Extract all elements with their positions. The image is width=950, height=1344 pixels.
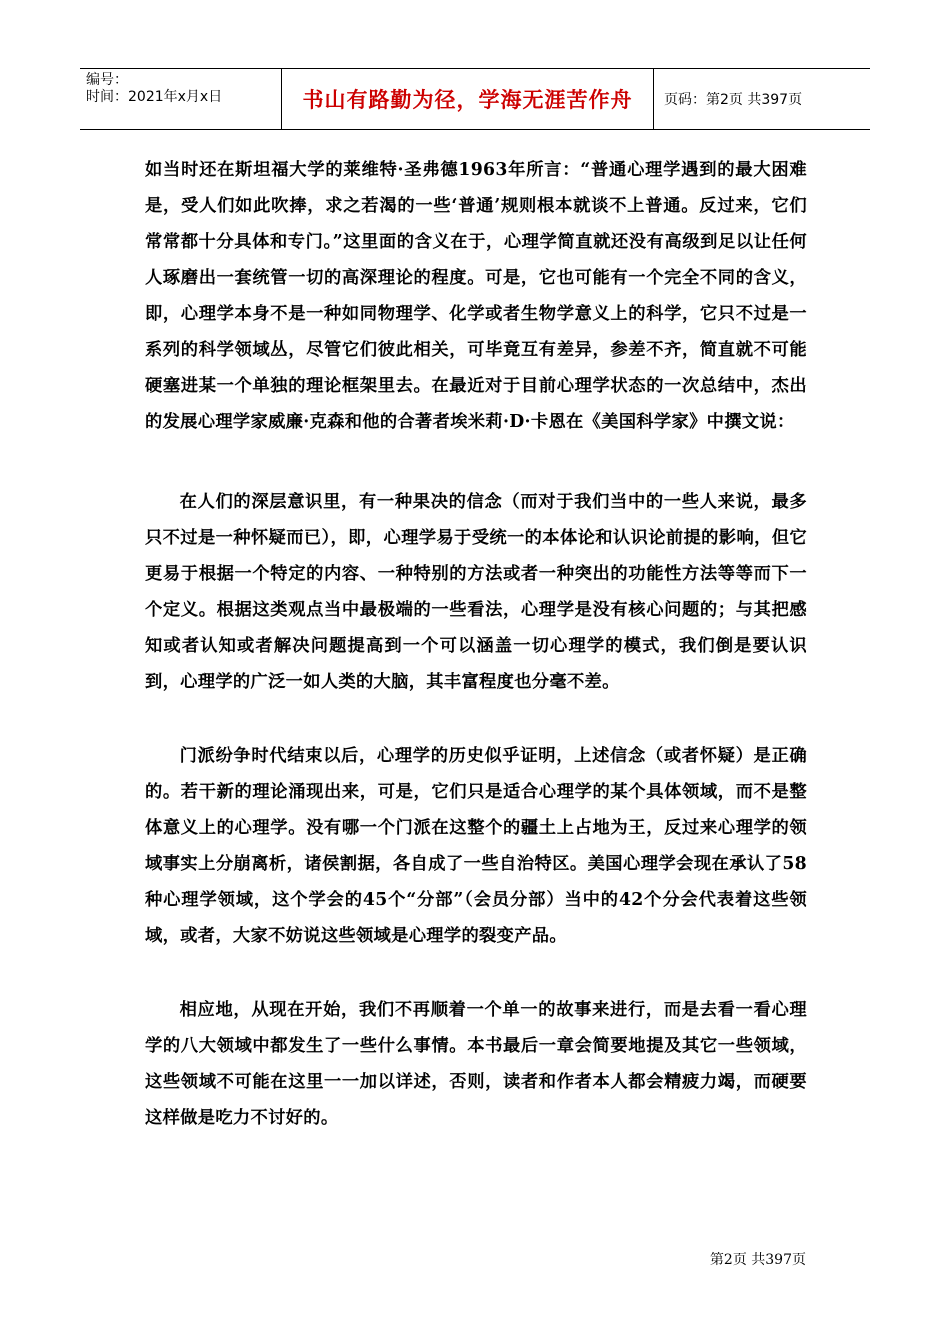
quote-paragraph: 在人们的深层意识里，有一种果决的信念（而对于我们当中的一些人来说，最多只不过是一种怀疑而已），即，心理学易于受统一的本体论和认识论前提的影响，但它更易于根据一个特定的内容、一种特别的方法或者一种突出的功能性方法等等而下一个定义。根据这类观点当中最极端的一些看法，心理学是没有核心问题的；与其把感知或者认知或者解决问题提高到一个可以涵盖一切心理学的模式，我们倒是要认识到，心理学的广泛一如人类的大脑，其丰富程度也分毫不差。 [145, 492, 807, 692]
document-body [145, 152, 807, 1174]
document-number-label: 编号： [86, 72, 128, 88]
body-paragraph: 相应地，从现在开始，我们不再顺着一个单一的故事来进行，而是去看一看心理学的八大领域中都发生了一些什么事情。本书最后一章会简要地提及其它一些领域，这些领域不可能在这里一一加以详述，否则，读者和作者本人都会精疲力竭，而硬要这样做是吃力不讨好的。 [145, 1000, 807, 1128]
page-footer: 第2页 共397页 [709, 1252, 806, 1268]
header-meta [80, 69, 282, 129]
body-paragraph: 如当时还在斯坦福大学的莱维特·圣弗德1963年所言：“普通心理学遇到的最大困难是，受人们如此吹捧，求之若渴的一些‘普通’规则根本就谈不上普通。反过来，它们常常都十分具体和专门。”这里面的含义在于，心理学简直就还没有高级到足以让任何人琢磨出一套统管一切的高深理论的程度。可是，它也可能有一个完全不同的含义，即，心理学本身不是一种如同物理学、化学或者生物学意义上的科学，它只不过是一系列的科学领域丛，尽管它们彼此相关，可毕竟互有差异，参差不齐，简直就不可能硬塞进某一个单独的理论框架里去。在最近对于目前心理学状态的一次总结中，杰出的发展心理学家威廉·克森和他的合著者埃米莉·D·卡恩在《美国科学家》中撰文说： [145, 160, 807, 432]
page-header [80, 68, 870, 130]
document-time-label: 时间：2021年x月x日 [86, 89, 223, 105]
header-motto: 书山有路勤为径，学海无涯苦作舟 [282, 69, 654, 129]
body-paragraph: 门派纷争时代结束以后，心理学的历史似乎证明，上述信念（或者怀疑）是正确的。若干新的理论涌现出来，可是，它们只是适合心理学的某个具体领域，而不是整体意义上的心理学。没有哪一个门派在这整个的疆土上占地为王，反过来心理学的领域事实上分崩离析，诸侯割据，各自成了一些自治特区。美国心理学会现在承认了58种心理学领域，这个学会的45个“分部”（会员分部）当中的42个分会代表着这些领域，或者，大家不妨说这些领域是心理学的裂变产品。 [145, 746, 807, 946]
header-page-number: 页码：第2页 共397页 [664, 92, 803, 108]
